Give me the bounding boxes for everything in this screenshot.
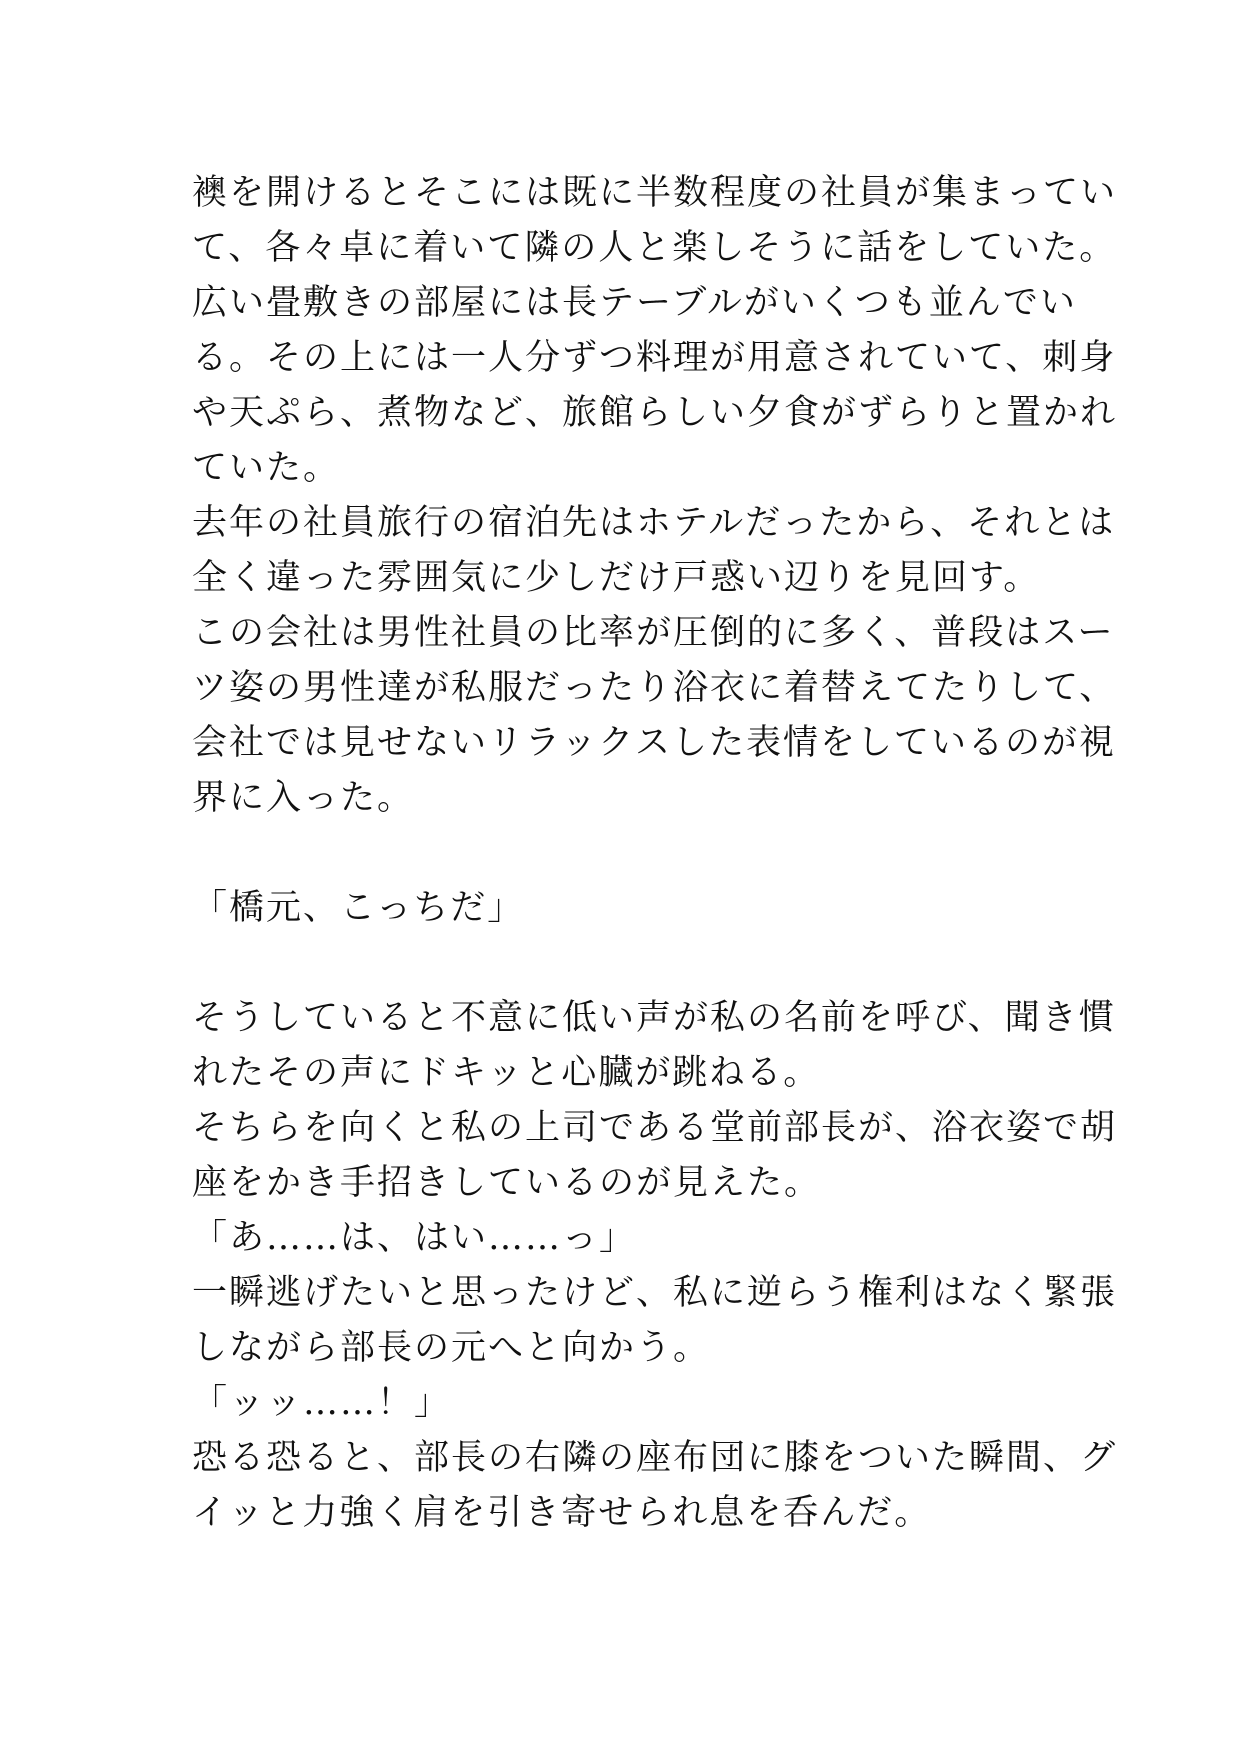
text-line: 一瞬逃げたいと思ったけど、私に逆らう権利はなく緊張 xyxy=(192,1273,1118,1313)
dialogue-line: 「あ……は、はい……っ」 xyxy=(192,1218,637,1258)
blank-line xyxy=(192,826,1072,881)
text-line: れたその声にドキッと心臓が跳ねる。 xyxy=(192,1053,821,1093)
text-line: 襖を開けるとそこには既に半数程度の社員が集まってい xyxy=(192,173,1118,213)
text-line: 広い畳敷きの部屋には長テーブルがいくつも並んでい xyxy=(192,283,1077,323)
text-line: や天ぷら、煮物など、旅館らしい夕食がずらりと置かれ xyxy=(192,393,1118,433)
text-line: る。その上には一人分ずつ料理が用意されていて、刺身 xyxy=(192,338,1117,378)
text-line: そうしていると不意に低い声が私の名前を呼び、聞き慣 xyxy=(192,998,1116,1038)
text-line: 座をかき手招きしているのが見えた。 xyxy=(192,1163,822,1203)
text-line: ツ姿の男性達が私服だったり浴衣に着替えてたりして、 xyxy=(192,668,1117,708)
text-line: イッと力強く肩を引き寄せられ息を呑んだ。 xyxy=(192,1493,932,1533)
body-text xyxy=(192,166,1118,1541)
text-line: しながら部長の元へと向かう。 xyxy=(192,1328,711,1368)
blank-line xyxy=(192,936,1072,991)
dialogue-line: 「橋元、こっちだ」 xyxy=(192,888,525,928)
text-line: この会社は男性社員の比率が圧倒的に多く、普段はスー xyxy=(192,613,1115,653)
text-line: そちらを向くと私の上司である堂前部長が、浴衣姿で胡 xyxy=(192,1108,1118,1148)
text-line: 全く違った雰囲気に少しだけ戸惑い辺りを見回す。 xyxy=(192,558,1041,598)
text-line: 界に入った。 xyxy=(192,778,415,818)
text-line: 去年の社員旅行の宿泊先はホテルだったから、それとは xyxy=(192,503,1116,543)
text-line: 会社では見せないリラックスした表情をしているのが視 xyxy=(192,723,1116,763)
text-line: て、各々卓に着いて隣の人と楽しそうに話をしていた。 xyxy=(192,228,1117,268)
text-line: 恐る恐ると、部長の右隣の座布団に膝をついた瞬間、グ xyxy=(192,1438,1118,1478)
dialogue-line: 「ッッ……！」 xyxy=(192,1383,452,1423)
text-line: ていた。 xyxy=(192,448,341,488)
